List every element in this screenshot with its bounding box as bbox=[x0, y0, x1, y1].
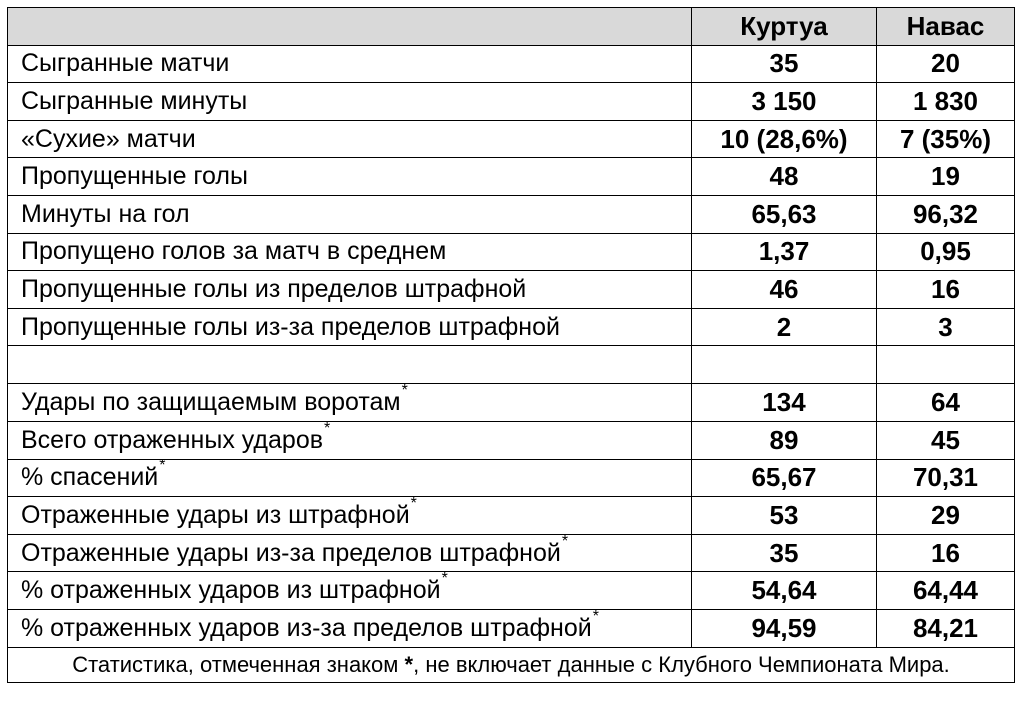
table-row bbox=[8, 459, 1015, 497]
header-empty-cell bbox=[8, 8, 692, 46]
row-label: % спасений* bbox=[8, 459, 692, 497]
courtois-value: 2 bbox=[692, 308, 877, 346]
courtois-value: 3 150 bbox=[692, 83, 877, 121]
asterisk-mark: * bbox=[441, 570, 448, 588]
courtois-value: 46 bbox=[692, 271, 877, 309]
table-row bbox=[8, 83, 1015, 121]
courtois-value: 89 bbox=[692, 421, 877, 459]
row-label: Отраженные удары из-за пределов штрафной* bbox=[8, 534, 692, 572]
goalkeeper-comparison-table bbox=[7, 7, 1015, 683]
navas-value bbox=[877, 346, 1015, 384]
row-label: Удары по защищаемым воротам* bbox=[8, 384, 692, 422]
courtois-value: 54,64 bbox=[692, 572, 877, 610]
row-label: % отраженных ударов из штрафной* bbox=[8, 572, 692, 610]
navas-value: 70,31 bbox=[877, 459, 1015, 497]
row-label: Пропущено голов за матч в среднем bbox=[8, 233, 692, 271]
header-courtois: Куртуа bbox=[692, 8, 877, 46]
row-label: «Сухие» матчи bbox=[8, 120, 692, 158]
navas-value: 0,95 bbox=[877, 233, 1015, 271]
navas-value: 16 bbox=[877, 271, 1015, 309]
navas-value: 19 bbox=[877, 158, 1015, 196]
navas-value: 84,21 bbox=[877, 609, 1015, 647]
courtois-value: 1,37 bbox=[692, 233, 877, 271]
navas-value: 45 bbox=[877, 421, 1015, 459]
table-spacer-row bbox=[8, 346, 1015, 384]
navas-value: 29 bbox=[877, 497, 1015, 535]
navas-value: 64 bbox=[877, 384, 1015, 422]
asterisk-mark: * bbox=[561, 532, 569, 550]
row-label: Пропущенные голы из-за пределов штрафной bbox=[8, 308, 692, 346]
row-label bbox=[8, 346, 692, 384]
navas-value: 20 bbox=[877, 45, 1015, 83]
table-header-row bbox=[8, 8, 1015, 46]
courtois-value: 134 bbox=[692, 384, 877, 422]
courtois-value: 94,59 bbox=[692, 609, 877, 647]
courtois-value: 35 bbox=[692, 534, 877, 572]
courtois-value: 48 bbox=[692, 158, 877, 196]
table-row bbox=[8, 308, 1015, 346]
table-row bbox=[8, 45, 1015, 83]
row-label: Сыгранные матчи bbox=[8, 45, 692, 83]
row-label: Сыгранные минуты bbox=[8, 83, 692, 121]
table-row bbox=[8, 572, 1015, 610]
row-label: Минуты на гол bbox=[8, 195, 692, 233]
footnote-row bbox=[8, 647, 1015, 682]
courtois-value: 65,63 bbox=[692, 195, 877, 233]
row-label: Пропущенные голы bbox=[8, 158, 692, 196]
footnote-asterisk: * bbox=[404, 651, 414, 677]
row-label: Отраженные удары из штрафной* bbox=[8, 497, 692, 535]
navas-value: 64,44 bbox=[877, 572, 1015, 610]
navas-value: 7 (35%) bbox=[877, 120, 1015, 158]
courtois-value bbox=[692, 346, 877, 384]
table-row bbox=[8, 158, 1015, 196]
asterisk-mark: * bbox=[324, 419, 331, 437]
asterisk-mark: * bbox=[159, 457, 166, 475]
table-row bbox=[8, 271, 1015, 309]
navas-value: 1 830 bbox=[877, 83, 1015, 121]
table-row bbox=[8, 421, 1015, 459]
navas-value: 3 bbox=[877, 308, 1015, 346]
table-row bbox=[8, 384, 1015, 422]
stats-table-container bbox=[7, 7, 1014, 683]
asterisk-mark: * bbox=[592, 607, 599, 625]
table-body bbox=[8, 45, 1015, 647]
navas-value: 16 bbox=[877, 534, 1015, 572]
asterisk-mark: * bbox=[401, 382, 408, 400]
courtois-value: 35 bbox=[692, 45, 877, 83]
courtois-value: 65,67 bbox=[692, 459, 877, 497]
table-row bbox=[8, 233, 1015, 271]
table-row bbox=[8, 497, 1015, 535]
navas-value: 96,32 bbox=[877, 195, 1015, 233]
table-row bbox=[8, 609, 1015, 647]
table-row bbox=[8, 534, 1015, 572]
asterisk-mark: * bbox=[410, 494, 417, 512]
courtois-value: 10 (28,6%) bbox=[692, 120, 877, 158]
row-label: Всего отраженных ударов* bbox=[8, 421, 692, 459]
row-label: % отраженных ударов из-за пределов штрафной* bbox=[8, 609, 692, 647]
header-navas: Навас bbox=[877, 8, 1015, 46]
table-row bbox=[8, 195, 1015, 233]
table-row bbox=[8, 120, 1015, 158]
footnote: Статистика, отмеченная знаком *, не включает данные с Клубного Чемпионата Мира. bbox=[8, 647, 1015, 682]
courtois-value: 53 bbox=[692, 497, 877, 535]
row-label: Пропущенные голы из пределов штрафной bbox=[8, 271, 692, 309]
